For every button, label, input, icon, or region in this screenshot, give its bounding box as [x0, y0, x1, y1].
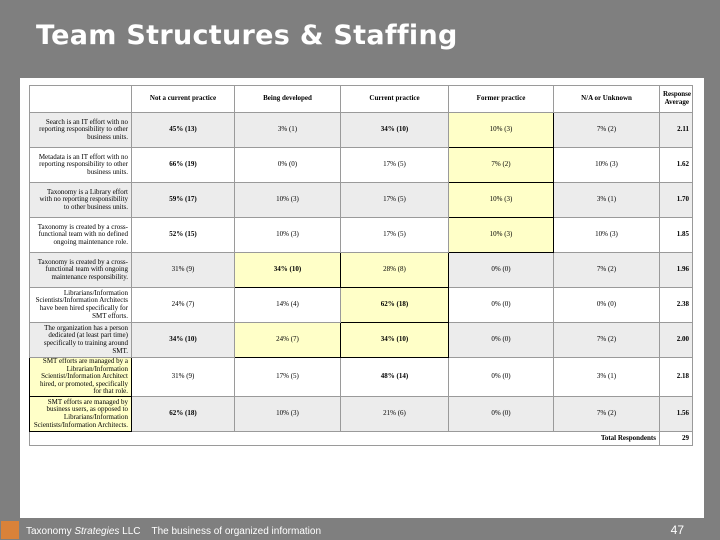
table-cell: 3% (1) — [554, 183, 660, 218]
page-number: 47 — [670, 523, 684, 537]
table-cell: 34% (10) — [341, 113, 449, 148]
table-cell: 7% (2) — [554, 113, 660, 148]
table-cell: 10% (3) — [235, 396, 341, 431]
table-cell: 0% (0) — [554, 288, 660, 323]
table-cell: 7% (2) — [554, 253, 660, 288]
table-cell: 10% (3) — [449, 183, 554, 218]
footer-tagline: The business of organized information — [151, 526, 322, 537]
table-cell: 3% (1) — [554, 358, 660, 397]
response-average-cell: 1.96 — [660, 253, 693, 288]
table-row — [30, 183, 693, 218]
footer-brand-suffix: LLC — [122, 526, 141, 537]
table-cell: 45% (13) — [132, 113, 235, 148]
header-response-average: Response Average — [660, 86, 693, 113]
total-respondents-label: Total Respondents — [30, 431, 660, 445]
table-cell: 31% (9) — [132, 358, 235, 397]
row-label: Librarians/Information Scientists/Information Architects have been hired specifically for SMT efforts. — [30, 288, 132, 323]
table-cell: 34% (10) — [132, 323, 235, 358]
table-row — [30, 396, 693, 431]
survey-table — [29, 85, 693, 446]
row-label: Taxonomy is a Library effort with no reporting responsibility to other business units. — [30, 183, 132, 218]
row-label: Search is an IT effort with no reporting responsibility to other business units. — [30, 113, 132, 148]
table-cell: 34% (10) — [235, 253, 341, 288]
table-cell: 10% (3) — [235, 218, 341, 253]
table-row — [30, 358, 693, 397]
table-cell: 17% (5) — [341, 218, 449, 253]
table-cell: 21% (6) — [341, 396, 449, 431]
table-cell: 0% (0) — [449, 358, 554, 397]
table-cell: 7% (2) — [554, 396, 660, 431]
table-row — [30, 113, 693, 148]
footer-brand-italic: Strategies — [74, 526, 120, 537]
table-cell: 17% (5) — [341, 183, 449, 218]
row-label: SMT efforts are managed by a Librarian/Information Scientist/Information Architect hired, or promoted, specifically for that role. — [30, 358, 132, 397]
table-cell: 10% (3) — [449, 218, 554, 253]
table-cell: 52% (15) — [132, 218, 235, 253]
response-average-cell: 1.85 — [660, 218, 693, 253]
slide-title: Team Structures & Staffing — [36, 20, 458, 51]
column-header: N/A or Unknown — [554, 86, 660, 113]
table-cell: 14% (4) — [235, 288, 341, 323]
response-average-cell: 2.11 — [660, 113, 693, 148]
table-cell: 31% (9) — [132, 253, 235, 288]
row-label: SMT efforts are managed by business users, as opposed to Librarians/Information Scientists/Information Architects. — [30, 396, 132, 431]
table-cell: 24% (7) — [132, 288, 235, 323]
table-cell: 0% (0) — [235, 148, 341, 183]
right-frame — [704, 78, 720, 518]
table-header-row — [30, 86, 693, 113]
header-blank — [30, 86, 132, 113]
table-cell: 24% (7) — [235, 323, 341, 358]
table-cell: 59% (17) — [132, 183, 235, 218]
table-row — [30, 323, 693, 358]
column-header: Being developed — [235, 86, 341, 113]
table-row — [30, 148, 693, 183]
table-body — [30, 113, 693, 446]
table-cell: 48% (14) — [341, 358, 449, 397]
company-logo-icon — [1, 521, 19, 539]
table-cell: 7% (2) — [449, 148, 554, 183]
table-cell: 28% (8) — [341, 253, 449, 288]
table-cell: 0% (0) — [449, 288, 554, 323]
table-cell: 3% (1) — [235, 113, 341, 148]
row-label: Taxonomy is created by a cross-functional team with ongoing maintenance responsibility. — [30, 253, 132, 288]
table-cell: 0% (0) — [449, 323, 554, 358]
table-cell: 34% (10) — [341, 323, 449, 358]
table-cell: 10% (3) — [235, 183, 341, 218]
row-label: Metadata is an IT effort with no reporting responsibility to other business units. — [30, 148, 132, 183]
column-header: Not a current practice — [132, 86, 235, 113]
column-header: Current practice — [341, 86, 449, 113]
total-respondents-value: 29 — [660, 431, 693, 445]
table-cell: 0% (0) — [449, 396, 554, 431]
table-cell: 17% (5) — [341, 148, 449, 183]
row-label: Taxonomy is created by a cross-functional team with no defined ongoing maintenance role. — [30, 218, 132, 253]
table-row — [30, 218, 693, 253]
response-average-cell: 1.56 — [660, 396, 693, 431]
table-cell: 10% (3) — [449, 113, 554, 148]
response-average-cell: 2.38 — [660, 288, 693, 323]
table-cell: 10% (3) — [554, 148, 660, 183]
survey-table-container — [29, 85, 693, 446]
footer-text — [26, 526, 321, 537]
table-cell: 0% (0) — [449, 253, 554, 288]
table-cell: 7% (2) — [554, 323, 660, 358]
table-cell: 62% (18) — [341, 288, 449, 323]
row-label: The organization has a person dedicated (at least part time) specifically to training around SMT. — [30, 323, 132, 358]
table-cell: 62% (18) — [132, 396, 235, 431]
response-average-cell: 1.70 — [660, 183, 693, 218]
footer-brand: Taxonomy — [26, 526, 72, 537]
table-cell: 17% (5) — [235, 358, 341, 397]
response-average-cell: 1.62 — [660, 148, 693, 183]
table-row — [30, 288, 693, 323]
response-average-cell: 2.00 — [660, 323, 693, 358]
table-cell: 66% (19) — [132, 148, 235, 183]
total-row — [30, 431, 693, 445]
table-cell: 10% (3) — [554, 218, 660, 253]
left-frame — [0, 78, 20, 518]
column-header: Former practice — [449, 86, 554, 113]
response-average-cell: 2.18 — [660, 358, 693, 397]
table-row — [30, 253, 693, 288]
